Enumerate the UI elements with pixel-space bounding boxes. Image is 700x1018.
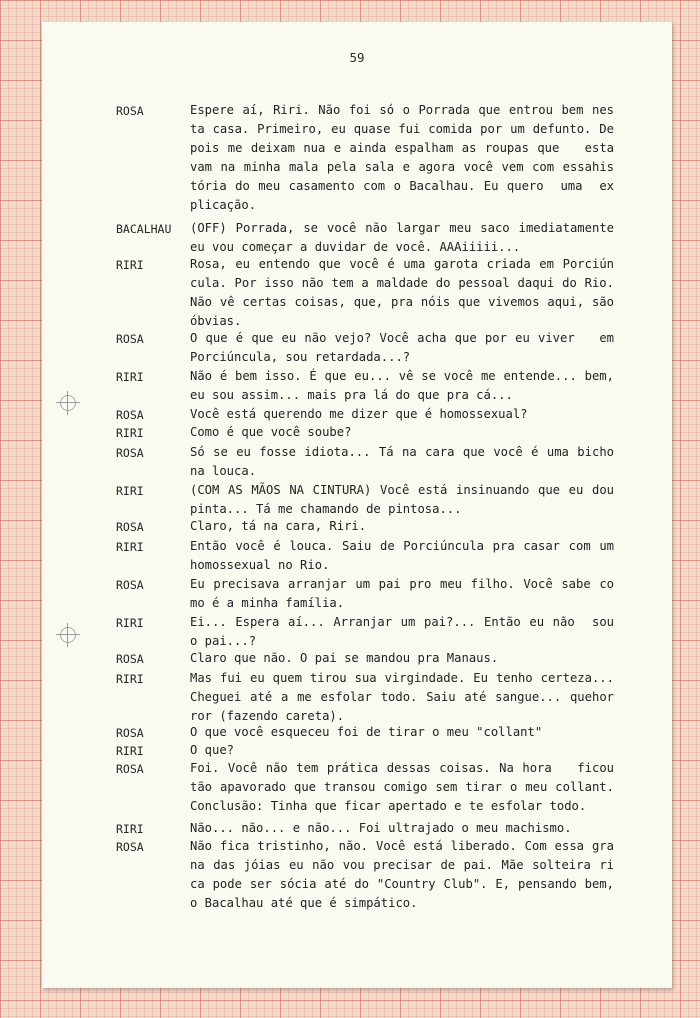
dialogue-line: Claro, tá na cara, Riri. xyxy=(190,519,367,533)
dialogue-line: Não é bem isso. É que eu... vê se você me entende... bem, xyxy=(190,369,614,383)
dialogue-line: Porciúncula, sou retardada...? xyxy=(190,350,411,364)
dialogue-line: óbvias. xyxy=(190,314,242,328)
dialogue-line: Conclusão: Tinha que ficar apertado e te esfolar todo. xyxy=(190,799,587,813)
dialogue-line: Não fica tristinho, não. Você está liberado. Com essa gra xyxy=(190,839,614,853)
speaker-name: RIRI xyxy=(116,616,144,630)
page-number: 59 xyxy=(349,50,365,65)
speaker-name: RIRI xyxy=(116,426,144,440)
script-body xyxy=(42,22,672,988)
dialogue-line: Só se eu fosse idiota... Tá na cara que você é uma bicho xyxy=(190,445,614,459)
script-page xyxy=(42,22,672,988)
dialogue-line: Claro que não. O pai se mandou pra Manaus. xyxy=(190,651,499,665)
dialogue-line: eu vou começar a duvidar de você. AAAiiiii... xyxy=(190,240,521,254)
dialogue-line: cula. Por isso não tem a maldade do pessoal daqui do Rio. xyxy=(190,276,614,290)
dialogue-line: tão apavorado que transou comigo sem tirar o meu collant. xyxy=(190,780,614,794)
dialogue-line: Foi. Você não tem prática dessas coisas. Na hora ficou xyxy=(190,761,614,775)
speaker-name: RIRI xyxy=(116,370,144,384)
speaker-name: RIRI xyxy=(116,484,144,498)
speaker-name: RIRI xyxy=(116,744,144,758)
dialogue-line: Você está querendo me dizer que é homossexual? xyxy=(190,407,528,421)
dialogue-line: O que você esqueceu foi de tirar o meu "collant" xyxy=(190,725,543,739)
dialogue-line: (OFF) Porrada, se você não largar meu saco imediatamente xyxy=(190,221,614,235)
dialogue-line: o pai...? xyxy=(190,634,257,648)
dialogue-line: O que é que eu não vejo? Você acha que por eu viver em xyxy=(190,331,614,345)
speaker-name: RIRI xyxy=(116,822,144,836)
speaker-name: ROSA xyxy=(116,104,144,118)
dialogue-line: eu sou assim... mais pra lá do que pra cá... xyxy=(190,388,513,402)
speaker-name: BACALHAU xyxy=(116,222,172,236)
speaker-name: ROSA xyxy=(116,726,144,740)
dialogue-line: O que? xyxy=(190,743,235,757)
speaker-name: ROSA xyxy=(116,520,144,534)
dialogue-line: Não vê certas coisas, que, pra nóis que vivemos aqui, são xyxy=(190,295,614,309)
dialogue-line: Ei... Espera aí... Arranjar um pai?... Então eu não sou xyxy=(190,615,614,629)
speaker-name: RIRI xyxy=(116,540,144,554)
dialogue-line: pois me deixam nua e ainda espalham as roupas que esta xyxy=(190,141,614,155)
dialogue-line: na louca. xyxy=(190,464,257,478)
speaker-name: ROSA xyxy=(116,840,144,854)
dialogue-line: homossexual no Rio. xyxy=(190,558,330,572)
speaker-name: RIRI xyxy=(116,672,144,686)
dialogue-line: o Bacalhau até que é simpático. xyxy=(190,896,418,910)
dialogue-line: Como é que você soube? xyxy=(190,425,352,439)
speaker-name: ROSA xyxy=(116,332,144,346)
dialogue-line: Eu precisava arranjar um pai pro meu filho. Você sabe co xyxy=(190,577,614,591)
dialogue-line: ca pode ser sócia até do "Country Club". E, pensando bem, xyxy=(190,877,614,891)
dialogue-line: Mas fui eu quem tirou sua virgindade. Eu tenho certeza... xyxy=(190,671,614,685)
speaker-name: ROSA xyxy=(116,652,144,666)
speaker-name: ROSA xyxy=(116,762,144,776)
dialogue-line: Então você é louca. Saiu de Porciúncula pra casar com um xyxy=(190,539,614,553)
dialogue-line: ror (fazendo careta). xyxy=(190,709,345,723)
dialogue-line: pinta... Tá me chamando de pintosa... xyxy=(190,502,462,516)
dialogue-line: tória do meu casamento com o Bacalhau. Eu quero uma ex xyxy=(190,179,614,193)
dialogue-line: Não... não... e não... Foi ultrajado o meu machismo. xyxy=(190,821,572,835)
speaker-name: ROSA xyxy=(116,578,144,592)
dialogue-line: plicação. xyxy=(190,198,257,212)
dialogue-line: Cheguei até a me esfolar todo. Saiu até sangue... quehor xyxy=(190,690,614,704)
dialogue-line: na das jóias eu não vou precisar de pai. Mãe solteira ri xyxy=(190,858,614,872)
speaker-name: RIRI xyxy=(116,258,144,272)
dialogue-line: mo é a minha família. xyxy=(190,596,345,610)
dialogue-line: (COM AS MÃOS NA CINTURA) Você está insinuando que eu dou xyxy=(190,483,614,497)
dialogue-line: ta casa. Primeiro, eu quase fui comida por um defunto. De xyxy=(190,122,614,136)
speaker-name: ROSA xyxy=(116,408,144,422)
dialogue-line: vam na minha mala pela sala e agora você vem com essahis xyxy=(190,160,614,174)
dialogue-line: Espere aí, Riri. Não foi só o Porrada que entrou bem nes xyxy=(190,103,614,117)
dialogue-line: Rosa, eu entendo que você é uma garota criada em Porciún xyxy=(190,257,614,271)
speaker-name: ROSA xyxy=(116,446,144,460)
